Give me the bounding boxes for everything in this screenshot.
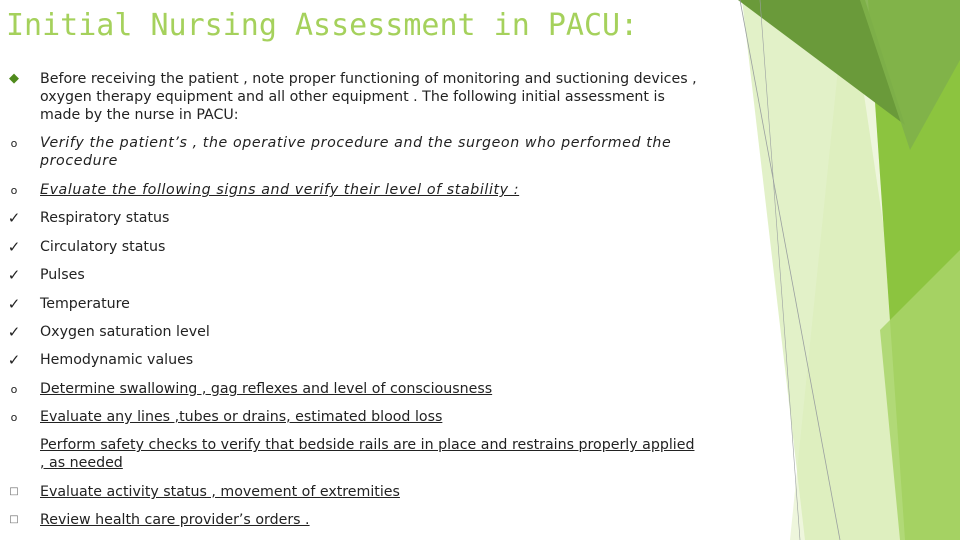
checkmark-icon: ✓ — [7, 323, 21, 341]
olive-green-facet — [860, 0, 960, 150]
bullet-text: Pulses — [40, 267, 85, 283]
diagonal-line-1 — [740, 0, 840, 540]
dark-green-facet — [738, 0, 905, 125]
checkmark-icon: ✓ — [7, 266, 21, 284]
bullet-text: Evaluate activity status , movement of extremities — [40, 484, 400, 500]
diagonal-line-2 — [760, 0, 800, 540]
bullet-text: Evaluate the following signs and verify their level of stability : — [40, 182, 520, 198]
circle-bullet-icon: o — [10, 383, 18, 396]
bullet-text: Review health care provider’s orders . — [40, 512, 310, 528]
diamond-icon: ◆ — [9, 71, 19, 86]
bullet-text: Perform safety checks to verify that bedside rails are in place and restrains properly applied , as needed — [40, 437, 695, 471]
checkmark-icon: ✓ — [7, 238, 21, 256]
circle-bullet-icon: o — [10, 411, 18, 424]
bullet-text: Temperature — [40, 296, 130, 312]
bullet-text: Respiratory status — [40, 210, 170, 226]
bullet-text: Determine swallowing , gag reflexes and level of consciousness — [40, 381, 493, 397]
checkmark-icon: ✓ — [7, 351, 21, 369]
square-bullet-icon: □ — [9, 486, 19, 497]
bullet-text: Before receiving the patient , note proper functioning of monitoring and suctioning devices , oxygen therapy equipment and all other equipment . The following initial assessment is made by the nurse in PACU: — [40, 71, 697, 123]
square-bullet-icon: □ — [9, 514, 19, 525]
bullet-text: Hemodynamic values — [40, 352, 194, 368]
bullet-text: Verify the patient’s , the operative procedure and the surgeon who performed the procedure — [40, 135, 672, 169]
bullet-text: Oxygen saturation level — [40, 324, 210, 340]
bullet-text: Circulatory status — [40, 239, 166, 255]
circle-bullet-icon: o — [10, 184, 18, 197]
light-green-panel — [790, 0, 960, 540]
lime-green-facet — [880, 250, 960, 540]
bullet-text: Evaluate any lines ,tubes or drains, estimated blood loss — [40, 409, 443, 425]
circle-bullet-icon: o — [10, 137, 18, 150]
checkmark-icon: ✓ — [7, 209, 21, 227]
pale-green-facet — [742, 0, 930, 540]
mid-green-facet — [868, 0, 960, 540]
slide-title: Initial Nursing Assessment in PACU: — [6, 8, 639, 43]
checkmark-icon: ✓ — [7, 295, 21, 313]
